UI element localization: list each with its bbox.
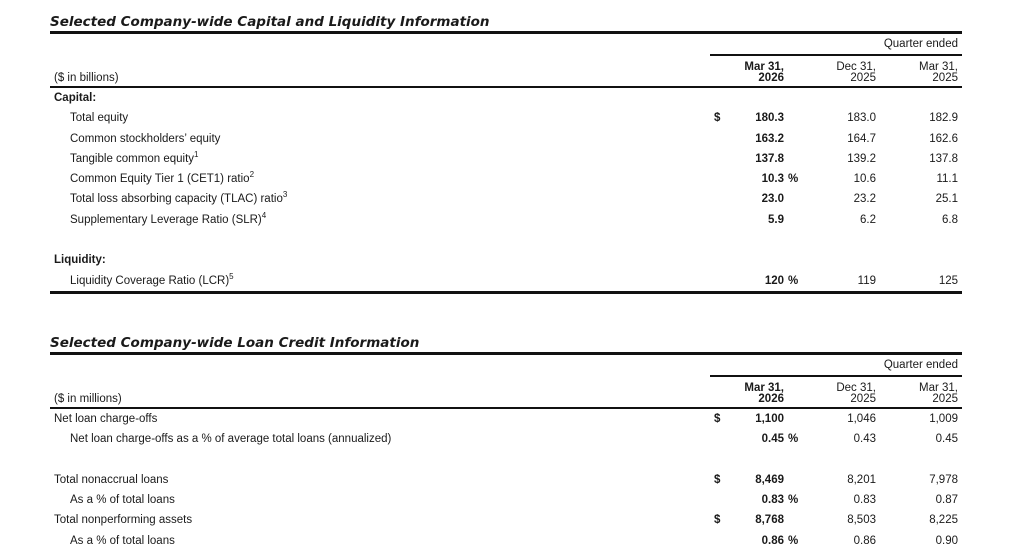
table-row [50, 129, 962, 149]
capital-liquidity-section [50, 13, 962, 294]
column-header-3: Mar 31, 2025 [919, 61, 958, 84]
value-prior-year: 8,225 [929, 514, 958, 527]
value-prior-quarter: 0.86 [853, 534, 876, 547]
value-current: 10.3 [761, 173, 784, 186]
table-row [50, 169, 962, 189]
value-current: 5.9 [768, 213, 784, 226]
percent-sign: % [788, 274, 799, 287]
footnote-marker: 3 [282, 190, 288, 200]
footnote-marker: 4 [261, 210, 267, 220]
table-row [50, 108, 962, 128]
percent-sign: % [788, 494, 799, 507]
capital-heading: Capital: [54, 92, 97, 104]
value-current: 0.86 [761, 534, 784, 547]
row-label: Tangible common equity$^1$ [70, 150, 199, 165]
value-prior-year: 6.8 [942, 213, 958, 226]
row-label: Total loss absorbing capacity (TLAC) ratio$^3$ [70, 190, 288, 206]
row-label: Liquidity Coverage Ratio (LCR)$^5$ [70, 271, 234, 287]
value-prior-quarter: 164.7 [847, 132, 876, 145]
table-row [50, 470, 962, 490]
table-row [50, 149, 962, 169]
column-header-2: Dec 31, 2025 [836, 382, 876, 405]
row-label: Net loan charge-offs [54, 413, 158, 425]
table-header [50, 355, 962, 407]
period-header: Quarter ended [883, 359, 958, 371]
row-label: As a % of total loans [70, 494, 175, 507]
table-row [50, 210, 962, 230]
value-prior-quarter: 10.6 [853, 173, 876, 186]
liquidity-heading: Liquidity: [54, 254, 106, 267]
table-row [50, 510, 962, 530]
value-prior-year: 7,978 [929, 473, 958, 486]
value-prior-quarter: 139.2 [847, 152, 876, 165]
value-current: 1,100 [755, 413, 784, 425]
value-current: 8,768 [755, 514, 784, 527]
dollar-sign: $ [714, 413, 721, 425]
value-prior-quarter: 0.43 [853, 433, 876, 446]
table-row [50, 490, 962, 510]
dollar-sign: $ [714, 514, 721, 527]
value-prior-quarter: 0.83 [853, 494, 876, 507]
value-prior-quarter: 183.0 [847, 112, 876, 125]
value-current: 137.8 [755, 152, 784, 165]
percent-sign: % [788, 534, 799, 547]
column-header-3: Mar 31, 2025 [919, 382, 958, 405]
table-row [50, 429, 962, 449]
period-header: Quarter ended [883, 38, 958, 50]
value-prior-year: 25.1 [935, 193, 958, 206]
row-label: Total nonperforming assets [54, 514, 193, 527]
row-label: Net loan charge-offs as a % of average total loans (annualized) [70, 433, 392, 446]
value-prior-quarter: 1,046 [847, 413, 876, 425]
unit-label: ($ in billions) [54, 72, 119, 84]
table-bottom-rule [50, 291, 962, 294]
footnote-marker: 1 [194, 150, 199, 160]
percent-sign: % [788, 173, 799, 186]
value-current: 180.3 [755, 112, 784, 125]
liquidity-heading-row [50, 250, 962, 270]
value-prior-quarter: 119 [857, 274, 876, 287]
footnote-marker: 2 [249, 170, 255, 180]
row-label: Common stockholders’ equity [70, 132, 221, 145]
value-prior-year: 0.45 [935, 433, 958, 446]
footnote-marker: 5 [229, 271, 234, 281]
value-current: 0.83 [761, 494, 784, 507]
row-label: Total nonaccrual loans [54, 473, 169, 486]
column-header-1: Mar 31, 2026 [744, 61, 784, 84]
value-current: 120 [764, 274, 784, 287]
value-current: 0.45 [761, 433, 784, 446]
value-prior-year: 0.87 [935, 494, 958, 507]
row-label: As a % of total loans [70, 534, 175, 547]
value-prior-quarter: 8,201 [847, 473, 876, 486]
period-rule [710, 375, 962, 377]
column-header-2: Dec 31, 2025 [836, 61, 876, 84]
table-row [50, 189, 962, 209]
section-title: Selected Company-wide Capital and Liquidity Information [50, 14, 490, 30]
table-row [50, 271, 962, 291]
table-row [50, 409, 962, 429]
row-label: Common Equity Tier 1 (CET1) ratio$^2$ [70, 170, 255, 186]
section-title: Selected Company-wide Loan Credit Information [50, 335, 420, 351]
row-label: Total equity [70, 112, 129, 125]
column-header-1: Mar 31, 2026 [744, 382, 784, 405]
dollar-sign: $ [714, 473, 721, 486]
row-label: Supplementary Leverage Ratio (SLR)$^4$ [70, 210, 267, 226]
value-current: 163.2 [755, 132, 784, 145]
value-current: 8,469 [755, 473, 784, 486]
value-prior-year: 0.90 [935, 534, 958, 547]
table-row [50, 531, 962, 551]
capital-heading-row [50, 88, 962, 108]
percent-sign: % [788, 433, 799, 446]
value-prior-quarter: 6.2 [860, 213, 876, 226]
table-header [50, 34, 962, 86]
value-prior-year: 162.6 [929, 132, 958, 145]
value-current: 23.0 [761, 193, 784, 206]
value-prior-year: 1,009 [929, 413, 958, 425]
dollar-sign: $ [714, 112, 721, 125]
value-prior-year: 11.1 [936, 173, 958, 186]
period-rule [710, 54, 962, 56]
unit-label: ($ in millions) [54, 393, 122, 405]
value-prior-year: 137.8 [929, 152, 958, 165]
value-prior-year: 182.9 [929, 112, 958, 125]
value-prior-year: 125 [938, 274, 958, 287]
loan-credit-section [50, 334, 962, 551]
value-prior-quarter: 23.2 [853, 193, 876, 206]
value-prior-quarter: 8,503 [847, 514, 876, 527]
